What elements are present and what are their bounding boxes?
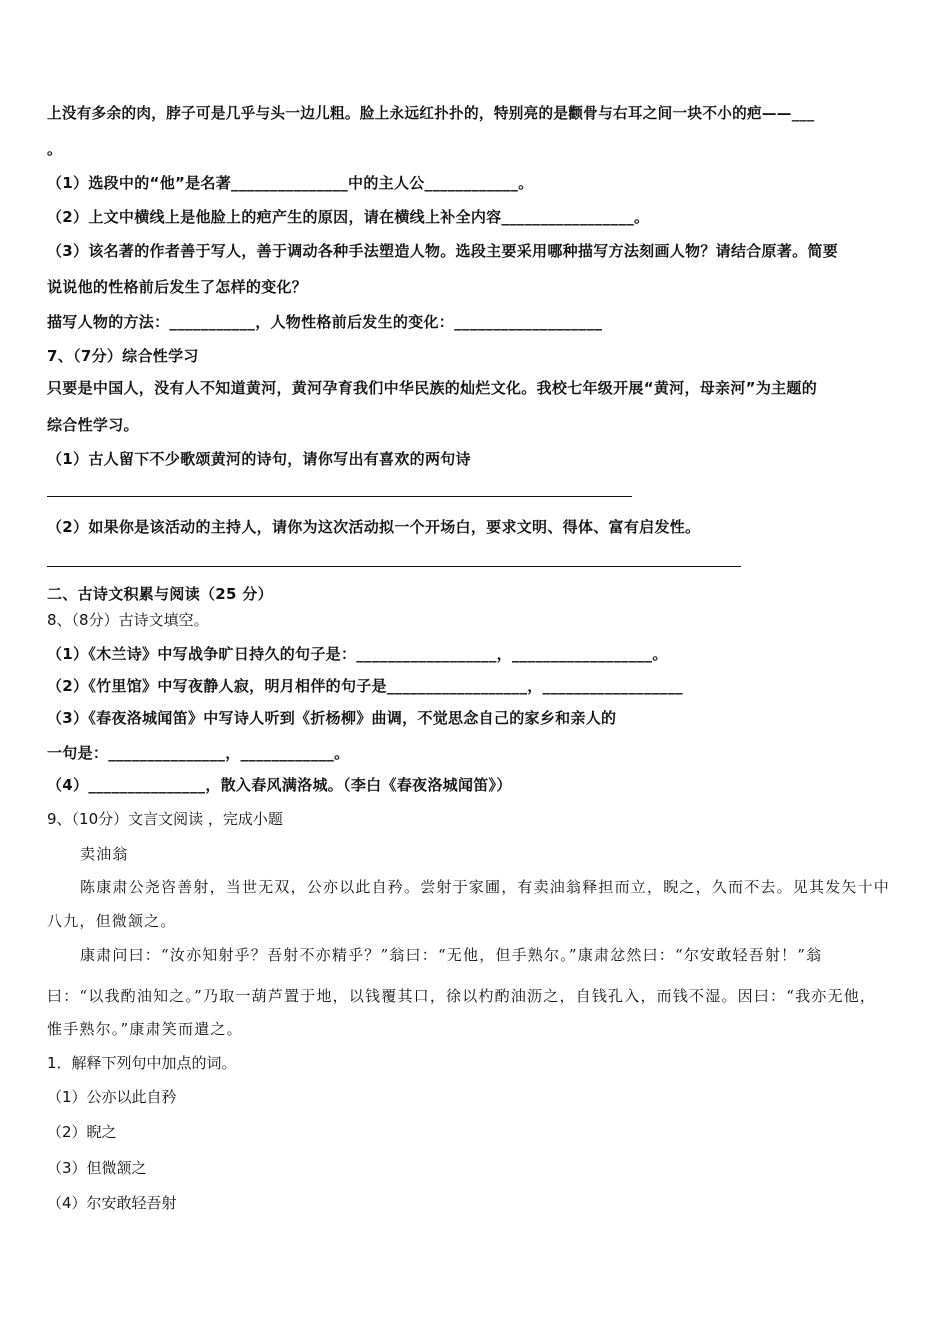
- q9-item-1: （1）公亦以此自矜: [47, 1088, 177, 1106]
- passage-end-line-1: 上没有多余的肉，脖子可是几乎与头一边儿粗。脸上永远红扑扑的，特别亮的是颧骨与右耳之间一块不小的疤——___: [47, 105, 815, 122]
- q9-p2-line-1: 康肃问曰：“汝亦知射乎？吾射不亦精乎？”翁曰：“无他，但手熟尔。”康肃忿然曰：“尔安敢轻吾射！”翁: [80, 946, 823, 964]
- q9-item-3: （3）但微颔之: [47, 1159, 147, 1177]
- q7-sub1: （1）古人留下不少歌颂黄河的诗句，请你写出有喜欢的两句诗: [47, 450, 471, 468]
- q9-item-4: （4）尔安敢轻吾射: [47, 1194, 177, 1212]
- section2-heading: 二、古诗文积累与阅读（25 分）: [47, 585, 273, 603]
- q7-intro-line-2: 综合性学习。: [47, 416, 139, 434]
- q8-sub4: （4）_______________，散入春风满洛城。（李白《春夜洛城闻笛》）: [47, 776, 512, 794]
- q8-sub3-line-2: 一句是：_______________，____________。: [47, 744, 350, 762]
- q6-sub3-line-1: （3）该名著的作者善于写人，善于调动各种手法塑造人物。选段主要采用哪种描写方法刻画人物？请结合原著。简要: [47, 242, 839, 260]
- q6-sub1: （1）选段中的“他”是名著_______________中的主人公____________。: [47, 174, 534, 192]
- q7-heading: 7、（7分）综合性学习: [47, 347, 199, 365]
- q7-sub1-answer-line: [47, 496, 632, 497]
- q9-p1-line-2: 八九，但微颔之。: [47, 912, 177, 930]
- q8-heading: 8、（8分）古诗文填空。: [47, 611, 209, 629]
- q8-sub1: （1）《木兰诗》中写战争旷日持久的句子是：__________________，__________________。: [47, 645, 668, 663]
- q6-sub3-line-2: 说说他的性格前后发生了怎样的变化？: [47, 278, 308, 296]
- q7-sub2-answer-line: [47, 566, 741, 567]
- q6-sub2: （2）上文中横线上是他脸上的疤产生的原因，请在横线上补全内容_________________。: [47, 208, 650, 226]
- q7-intro-line-1: 只要是中国人，没有人不知道黄河，黄河孕育我们中华民族的灿烂文化。我校七年级开展“黄河，母亲河”为主题的: [47, 379, 818, 397]
- q9-heading: 9、（10分）文言文阅读 ，完成小题: [47, 810, 283, 828]
- passage-end-line-2: 。: [47, 140, 63, 158]
- q9-p1-line-1: 陈康肃公尧咨善射，当世无双，公亦以此自矜。尝射于家圃，有卖油翁释担而立，睨之，久而不去。见其发矢十中: [80, 878, 891, 896]
- q9-task: 1．解释下列句中加点的词。: [47, 1054, 237, 1072]
- q9-passage-title: 卖油翁: [80, 845, 129, 863]
- q9-item-2: （2）睨之: [47, 1123, 117, 1141]
- q9-p2-line-2: 曰：“以我酌油知之。”乃取一葫芦置于地，以钱覆其口，徐以杓酌油沥之，自钱孔入，而钱不湿。因曰：“我亦无他，: [47, 987, 877, 1005]
- q6-answer: 描写人物的方法：___________，人物性格前后发生的变化：___________________: [47, 313, 603, 331]
- q7-sub2: （2）如果你是该活动的主持人，请你为这次活动拟一个开场白，要求文明、得体、富有启发性。: [47, 518, 701, 536]
- q8-sub2: （2）《竹里馆》中写夜静人寂，明月相伴的句子是__________________，__________________: [47, 677, 683, 695]
- q9-p2-line-3: 惟手熟尔。”康肃笑而遣之。: [47, 1020, 243, 1038]
- q8-sub3-line-1: （3）《春夜洛城闻笛》中写诗人听到《折杨柳》曲调，不觉思念自己的家乡和亲人的: [47, 709, 617, 727]
